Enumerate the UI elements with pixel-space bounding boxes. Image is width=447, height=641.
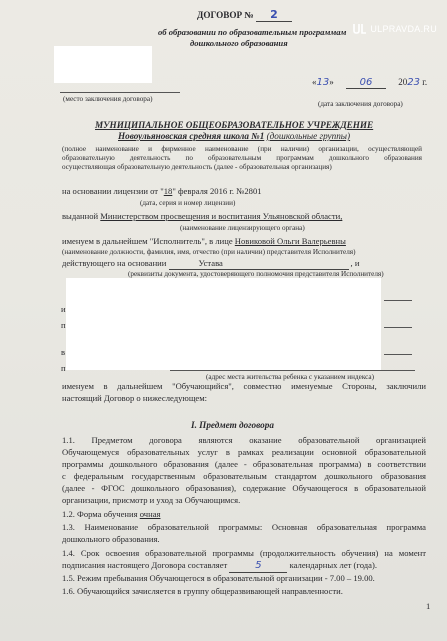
executor-caption: (наименование должности, фамилия, имя, отчество (при наличии) представителя Исполнителя) — [62, 248, 356, 256]
license-issued-by: Министерством просвещения и воспитания Ульяновской области, — [100, 211, 343, 221]
watermark-text: ULPRAVDA.RU — [370, 23, 437, 34]
executor-basis: Устава — [198, 258, 223, 268]
contract-subtitle-2: дошкольного образования — [190, 38, 288, 48]
p1-line-2: Обучающемуся образовательных услуг в рамках реализации основной образовательной — [62, 447, 426, 457]
p3-line-2: дошкольного образования. — [62, 534, 160, 544]
executor-line — [62, 236, 346, 247]
section-1-title: I. Предмет договора — [191, 420, 274, 430]
org-school-suffix: (дошкольные группы) — [266, 131, 351, 141]
contract-number-field — [256, 9, 292, 22]
contract-subtitle-1: об образовании по образовательным программам — [158, 27, 347, 37]
date-year-suffix: 23 — [407, 77, 420, 88]
org-desc-1 — [62, 145, 422, 153]
section-1-p6: 1.6. Обучающийся зачисляется в группу общеразвивающей направленности. — [62, 586, 343, 596]
license-issued-prefix: выданной — [62, 211, 99, 221]
redacted-right-line-3 — [384, 354, 412, 355]
date-month: 06 — [359, 77, 373, 88]
date-caption: (дата заключения договора) — [318, 100, 403, 108]
license-prefix: на основании лицензии от " — [62, 186, 164, 196]
p4-suffix: календарных лет (года). — [289, 560, 377, 570]
org-desc-2 — [62, 154, 422, 162]
p4-value-field — [229, 559, 287, 573]
executor-basis-suffix: , и — [350, 258, 360, 268]
executor-basis-line — [62, 258, 359, 270]
partial-letter-3: в — [61, 347, 66, 357]
parties-line-1-text: именуем в дальнейшем "Обучающийся", совместно именуемые Стороны, заключили — [62, 381, 426, 391]
redacted-right-line-2 — [384, 327, 412, 328]
license-issued-caption: (наименование лицензирующего органа) — [180, 224, 305, 232]
date-quote-open: « — [312, 77, 317, 87]
p2-prefix: 1.2. Форма обучения — [62, 509, 138, 519]
contract-title-text: ДОГОВОР № — [197, 10, 254, 20]
p1-line-1: 1.1. Предметом договора являются оказание образовательной организацией — [62, 435, 426, 445]
p4-line-2 — [62, 559, 426, 573]
section-1-p5: 1.5. Режим пребывания Обучающегося в образовательной организации - 7.00 – 19.00. — [62, 573, 375, 583]
org-desc-2-text: образовательную деятельность по образовательным программам дошкольного образования — [62, 154, 422, 162]
executor-basis-caption: (реквизиты документа, удостоверяющего полномочия представителя Исполнителя) — [128, 270, 384, 278]
executor-basis-field — [169, 258, 349, 270]
contract-number: 2 — [270, 8, 278, 21]
redacted-customer-block — [66, 278, 381, 370]
date-year-g: г. — [422, 77, 428, 87]
section-1-p4 — [62, 547, 426, 573]
org-desc-3: осуществляющая образовательную деятельность (далее - образовательная организация) — [62, 163, 332, 171]
watermark — [353, 23, 437, 34]
executor-name: Новиковой Ольги Валерьевны — [234, 236, 346, 246]
redacted-right-line-1 — [384, 300, 412, 301]
p2-value: очная — [139, 509, 161, 519]
p4-prefix: подписания настоящего Договора составляет — [62, 560, 228, 570]
license-day: 18 — [163, 186, 173, 196]
executor-prefix: именуем в дальнейшем "Исполнитель", в лице — [62, 236, 233, 246]
section-1-p2 — [62, 509, 160, 520]
redacted-place-block — [54, 46, 152, 83]
p3-line-1: 1.3. Наименование образовательной программы: Основная образовательная программа — [62, 522, 426, 532]
place-caption: (место заключения договора) — [63, 95, 153, 103]
contract-title — [197, 9, 292, 22]
ulpravda-logo-icon — [353, 23, 367, 34]
license-issued — [62, 211, 342, 222]
date-year-prefix: 20 — [398, 77, 408, 87]
partial-letter-1: и — [61, 304, 66, 314]
address-line — [170, 370, 415, 371]
p4-value: 5 — [255, 560, 262, 571]
p1-line-3: программы дошкольного образования (далее - образовательная программа) в соответствии — [62, 459, 426, 469]
license-rest: " февраля 2016 г. №2801 — [172, 186, 262, 196]
section-1-p1 — [62, 434, 426, 506]
parties-line-2: настоящий Договор о нижеследующем: — [62, 393, 208, 403]
date-day: 13 — [316, 77, 330, 88]
partial-letter-2: п — [61, 320, 66, 330]
p1-line-4: с федеральным государственным образовательным стандартом дошкольного образования — [62, 471, 426, 481]
org-school-name: Новоульяновская средняя школа №1 — [118, 131, 265, 141]
p1-line-5: (далее - ФГОС дошкольного образования), содержание Обучающегося в образовательной — [62, 483, 426, 493]
org-desc-1-text: (полное наименование и фирменное наименование (при наличии) организации, осуществляющей — [62, 145, 422, 153]
date-month-field — [346, 77, 386, 89]
executor-basis-prefix: действующего на основании — [62, 258, 167, 268]
contract-date — [312, 77, 427, 89]
license-line — [62, 186, 262, 197]
p1-line-6: организации, присмотр и уход за Обучающимся. — [62, 495, 241, 505]
license-caption: (дата, серия и номер лицензии) — [140, 199, 236, 207]
p4-line-1: 1.4. Срок освоения образовательной программы (продолжительность обучения) на момент — [62, 548, 426, 558]
section-1-p3 — [62, 521, 426, 545]
place-line — [60, 92, 180, 93]
org-school — [118, 130, 350, 142]
partial-letter-4: п — [61, 363, 66, 373]
date-quote-close: » — [329, 77, 334, 87]
address-caption: (адрес места жительства ребенка с указанием индекса) — [206, 373, 375, 381]
page-number: 1 — [426, 601, 431, 611]
parties-line-1 — [62, 381, 426, 392]
org-name: МУНИЦИПАЛЬНОЕ ОБЩЕОБРАЗОВАТЕЛЬНОЕ УЧРЕЖДЕНИЕ — [95, 120, 374, 130]
